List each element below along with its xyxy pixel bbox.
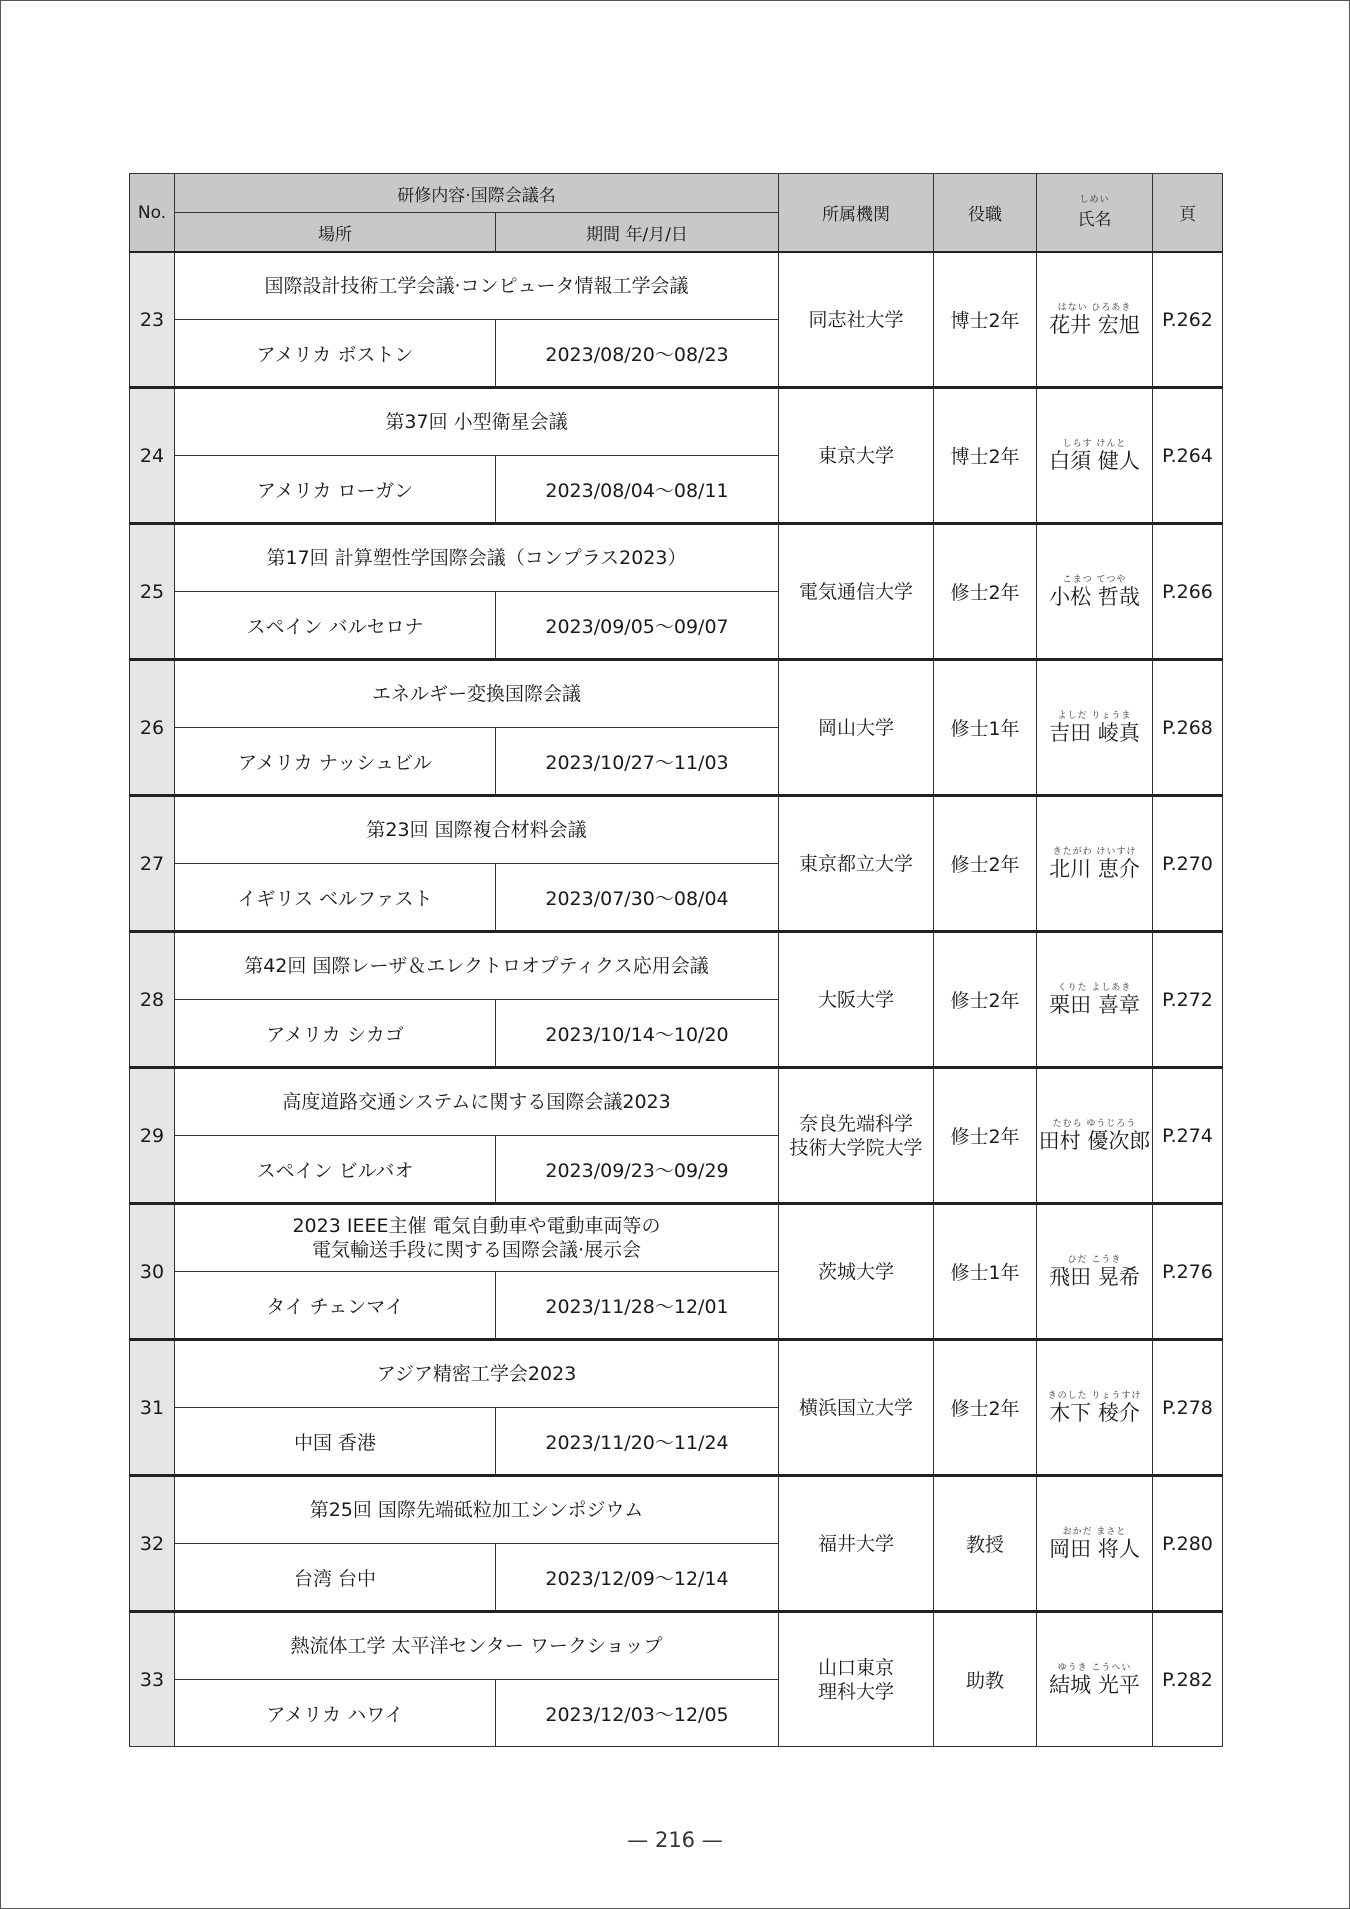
period: 2023/08/20～08/23 — [496, 320, 779, 388]
row-number: 28 — [130, 932, 175, 1068]
affiliation: 電気通信大学 — [779, 524, 934, 660]
period: 2023/07/30～08/04 — [496, 864, 779, 932]
conference-title: 第23回 国際複合材料会議 — [175, 796, 779, 864]
position: 修士2年 — [934, 932, 1037, 1068]
table-row — [130, 1204, 1223, 1272]
period: 2023/08/04～08/11 — [496, 456, 779, 524]
header-no: No. — [130, 174, 175, 253]
name-ruby: ゆうき こうへい — [1057, 1662, 1132, 1673]
place: タイ チェンマイ — [175, 1272, 496, 1340]
header-position: 役職 — [934, 174, 1037, 253]
period: 2023/09/05～09/07 — [496, 592, 779, 660]
person-name: 吉田 崚真 — [1049, 720, 1140, 745]
name-ruby: しらす けんと — [1062, 438, 1127, 449]
conference-title: エネルギー変換国際会議 — [175, 660, 779, 728]
header-name-label: 氏名 — [1077, 210, 1112, 230]
header-name — [1037, 174, 1153, 253]
name-ruby: きのした りょうすけ — [1047, 1390, 1142, 1401]
conference-title: 国際設計技術工学会議·コンピュータ情報工学会議 — [175, 252, 779, 320]
name-cell — [1037, 660, 1153, 796]
place: アメリカ ハワイ — [175, 1680, 496, 1747]
name-cell — [1037, 252, 1153, 388]
page-reference: P.278 — [1153, 1340, 1223, 1476]
affiliation: 山口東京 理科大学 — [779, 1612, 934, 1747]
row-number: 23 — [130, 252, 175, 388]
row-number: 32 — [130, 1476, 175, 1612]
position: 修士1年 — [934, 660, 1037, 796]
table-row — [130, 1340, 1223, 1408]
conference-title: 第42回 国際レーザ＆エレクトロオプティクス応用会議 — [175, 932, 779, 1000]
place: イギリス ベルファスト — [175, 864, 496, 932]
name-ruby: こまつ てつや — [1062, 574, 1127, 585]
affiliation: 大阪大学 — [779, 932, 934, 1068]
name-ruby: よしだ りょうま — [1057, 710, 1132, 721]
position: 博士2年 — [934, 252, 1037, 388]
table-row — [130, 932, 1223, 1000]
place: スペイン ビルバオ — [175, 1136, 496, 1204]
person-name: 飛田 晃希 — [1049, 1264, 1140, 1289]
period: 2023/12/09～12/14 — [496, 1544, 779, 1612]
page-reference: P.262 — [1153, 252, 1223, 388]
name-ruby: きたがわ けいすけ — [1052, 846, 1137, 857]
conference-title: 高度道路交通システムに関する国際会議2023 — [175, 1068, 779, 1136]
page-reference: P.266 — [1153, 524, 1223, 660]
training-program-table — [129, 173, 1223, 1747]
place: アメリカ ボストン — [175, 320, 496, 388]
page-reference: P.280 — [1153, 1476, 1223, 1612]
place: アメリカ ナッシュビル — [175, 728, 496, 796]
name-cell — [1037, 932, 1153, 1068]
header-affiliation: 所属機関 — [779, 174, 934, 253]
person-name: 栗田 喜章 — [1049, 992, 1140, 1017]
affiliation: 奈良先端科学 技術大学院大学 — [779, 1068, 934, 1204]
position: 修士1年 — [934, 1204, 1037, 1340]
person-name: 岡田 将人 — [1049, 1536, 1140, 1561]
name-ruby: くりた よしあき — [1057, 982, 1132, 993]
position: 教授 — [934, 1476, 1037, 1612]
position: 修士2年 — [934, 1340, 1037, 1476]
name-cell — [1037, 1476, 1153, 1612]
header-place: 場所 — [175, 213, 496, 253]
header-name-ruby: しめい — [1079, 195, 1110, 205]
affiliation: 東京都立大学 — [779, 796, 934, 932]
page-reference: P.270 — [1153, 796, 1223, 932]
person-name: 北川 恵介 — [1049, 856, 1140, 881]
row-number: 27 — [130, 796, 175, 932]
place: スペイン バルセロナ — [175, 592, 496, 660]
table-row — [130, 1476, 1223, 1544]
name-cell — [1037, 1204, 1153, 1340]
page-reference: P.274 — [1153, 1068, 1223, 1204]
page-reference: P.272 — [1153, 932, 1223, 1068]
position: 修士2年 — [934, 1068, 1037, 1204]
affiliation: 茨城大学 — [779, 1204, 934, 1340]
row-number: 24 — [130, 388, 175, 524]
name-cell — [1037, 388, 1153, 524]
row-number: 31 — [130, 1340, 175, 1476]
header-page: 頁 — [1153, 174, 1223, 253]
row-number: 26 — [130, 660, 175, 796]
position: 博士2年 — [934, 388, 1037, 524]
row-number: 25 — [130, 524, 175, 660]
table-row — [130, 1612, 1223, 1680]
person-name: 木下 稜介 — [1049, 1400, 1140, 1425]
affiliation: 同志社大学 — [779, 252, 934, 388]
name-ruby: ひだ こうき — [1067, 1254, 1122, 1265]
row-number: 30 — [130, 1204, 175, 1340]
name-ruby: たむら ゆうじろう — [1052, 1118, 1137, 1129]
position: 修士2年 — [934, 524, 1037, 660]
name-cell — [1037, 524, 1153, 660]
period: 2023/11/28～12/01 — [496, 1272, 779, 1340]
conference-title: 第17回 計算塑性学国際会議（コンプラス2023） — [175, 524, 779, 592]
page-number: — 216 — — [627, 1828, 723, 1852]
table-row — [130, 660, 1223, 728]
place: アメリカ シカゴ — [175, 1000, 496, 1068]
person-name: 小松 哲哉 — [1049, 584, 1140, 609]
conference-title: 熱流体工学 太平洋センター ワークショップ — [175, 1612, 779, 1680]
conference-title: 第25回 国際先端砥粒加工シンポジウム — [175, 1476, 779, 1544]
conference-title: 2023 IEEE主催 電気自動車や電動車両等の 電気輸送手段に関する国際会議·展示会 — [175, 1204, 779, 1272]
table-row — [130, 388, 1223, 456]
affiliation: 東京大学 — [779, 388, 934, 524]
period: 2023/10/14～10/20 — [496, 1000, 779, 1068]
page-reference: P.264 — [1153, 388, 1223, 524]
affiliation: 福井大学 — [779, 1476, 934, 1612]
name-cell — [1037, 1068, 1153, 1204]
period: 2023/09/23～09/29 — [496, 1136, 779, 1204]
person-name: 花井 宏旭 — [1049, 312, 1140, 337]
name-cell — [1037, 1612, 1153, 1747]
conference-title: アジア精密工学会2023 — [175, 1340, 779, 1408]
place: アメリカ ローガン — [175, 456, 496, 524]
table-row — [130, 252, 1223, 320]
page-reference: P.268 — [1153, 660, 1223, 796]
page-reference: P.282 — [1153, 1612, 1223, 1747]
person-name: 田村 優次郎 — [1038, 1128, 1151, 1153]
row-number: 33 — [130, 1612, 175, 1747]
affiliation: 岡山大学 — [779, 660, 934, 796]
place: 中国 香港 — [175, 1408, 496, 1476]
table-row — [130, 796, 1223, 864]
period: 2023/10/27～11/03 — [496, 728, 779, 796]
affiliation: 横浜国立大学 — [779, 1340, 934, 1476]
header-period: 期間 年/月/日 — [496, 213, 779, 253]
page-reference: P.276 — [1153, 1204, 1223, 1340]
row-number: 29 — [130, 1068, 175, 1204]
person-name: 白須 健人 — [1049, 448, 1140, 473]
position: 助教 — [934, 1612, 1037, 1747]
name-ruby: おかだ まさと — [1062, 1526, 1127, 1537]
table-row — [130, 1068, 1223, 1136]
conference-title: 第37回 小型衛星会議 — [175, 388, 779, 456]
place: 台湾 台中 — [175, 1544, 496, 1612]
name-ruby: はない ひろあき — [1057, 302, 1132, 313]
table-row — [130, 524, 1223, 592]
header-content: 研修内容·国際会議名 — [175, 174, 779, 213]
period: 2023/11/20～11/24 — [496, 1408, 779, 1476]
name-cell — [1037, 1340, 1153, 1476]
name-cell — [1037, 796, 1153, 932]
person-name: 結城 光平 — [1049, 1672, 1140, 1697]
position: 修士2年 — [934, 796, 1037, 932]
period: 2023/12/03～12/05 — [496, 1680, 779, 1747]
table-body — [130, 252, 1223, 1747]
